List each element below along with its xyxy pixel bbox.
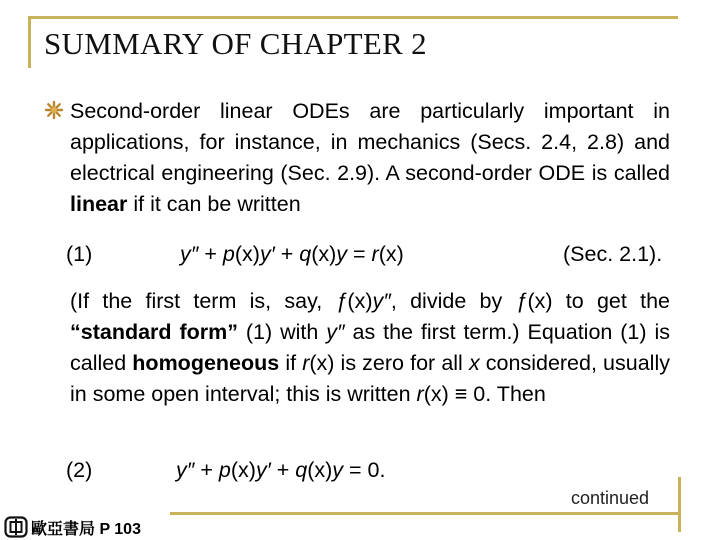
term-standard-form: “standard form” (70, 320, 238, 344)
equation-2: y″ + p(x)y′ + q(x)y = 0. (176, 458, 386, 482)
frame-left-line (28, 16, 31, 68)
standard-form-paragraph: (If the first term is, say, ƒ(x)y″, divide by ƒ(x) to get the “standard form” (1) with y″ as the first term.) Equation (1) is called homogeneous if r(x) is zero for all x considered, usually in some open interval; this is written r(x) ≡ 0. Then (70, 289, 670, 406)
frame-right-line (678, 477, 681, 532)
equation-1: y″ + p(x)y′ + q(x)y = r(x) (180, 242, 404, 266)
star-bullet-icon (44, 100, 64, 120)
continued-label: continued (571, 488, 650, 508)
slide-title: SUMMARY OF CHAPTER 2 (44, 26, 427, 61)
intro-paragraph: Second-order linear ODEs are particularly important in applications, for instance, in mechanics (Secs. 2.4, 2.8) and electrical engineering (Sec. 2.9). A second-order ODE is called linear if it can be written (70, 99, 670, 216)
publisher-logo-icon (4, 516, 28, 538)
equation-2-number: (2) (66, 458, 93, 482)
term-linear: linear (70, 192, 128, 216)
equation-1-number: (1) (66, 242, 93, 266)
term-homogeneous: homogeneous (132, 351, 280, 375)
frame-top-line (28, 16, 678, 19)
footer-page-reference: 歐亞書局 P 103 (31, 521, 141, 538)
equation-1-reference: (Sec. 2.1). (563, 242, 663, 266)
frame-bottom-line (170, 512, 681, 515)
